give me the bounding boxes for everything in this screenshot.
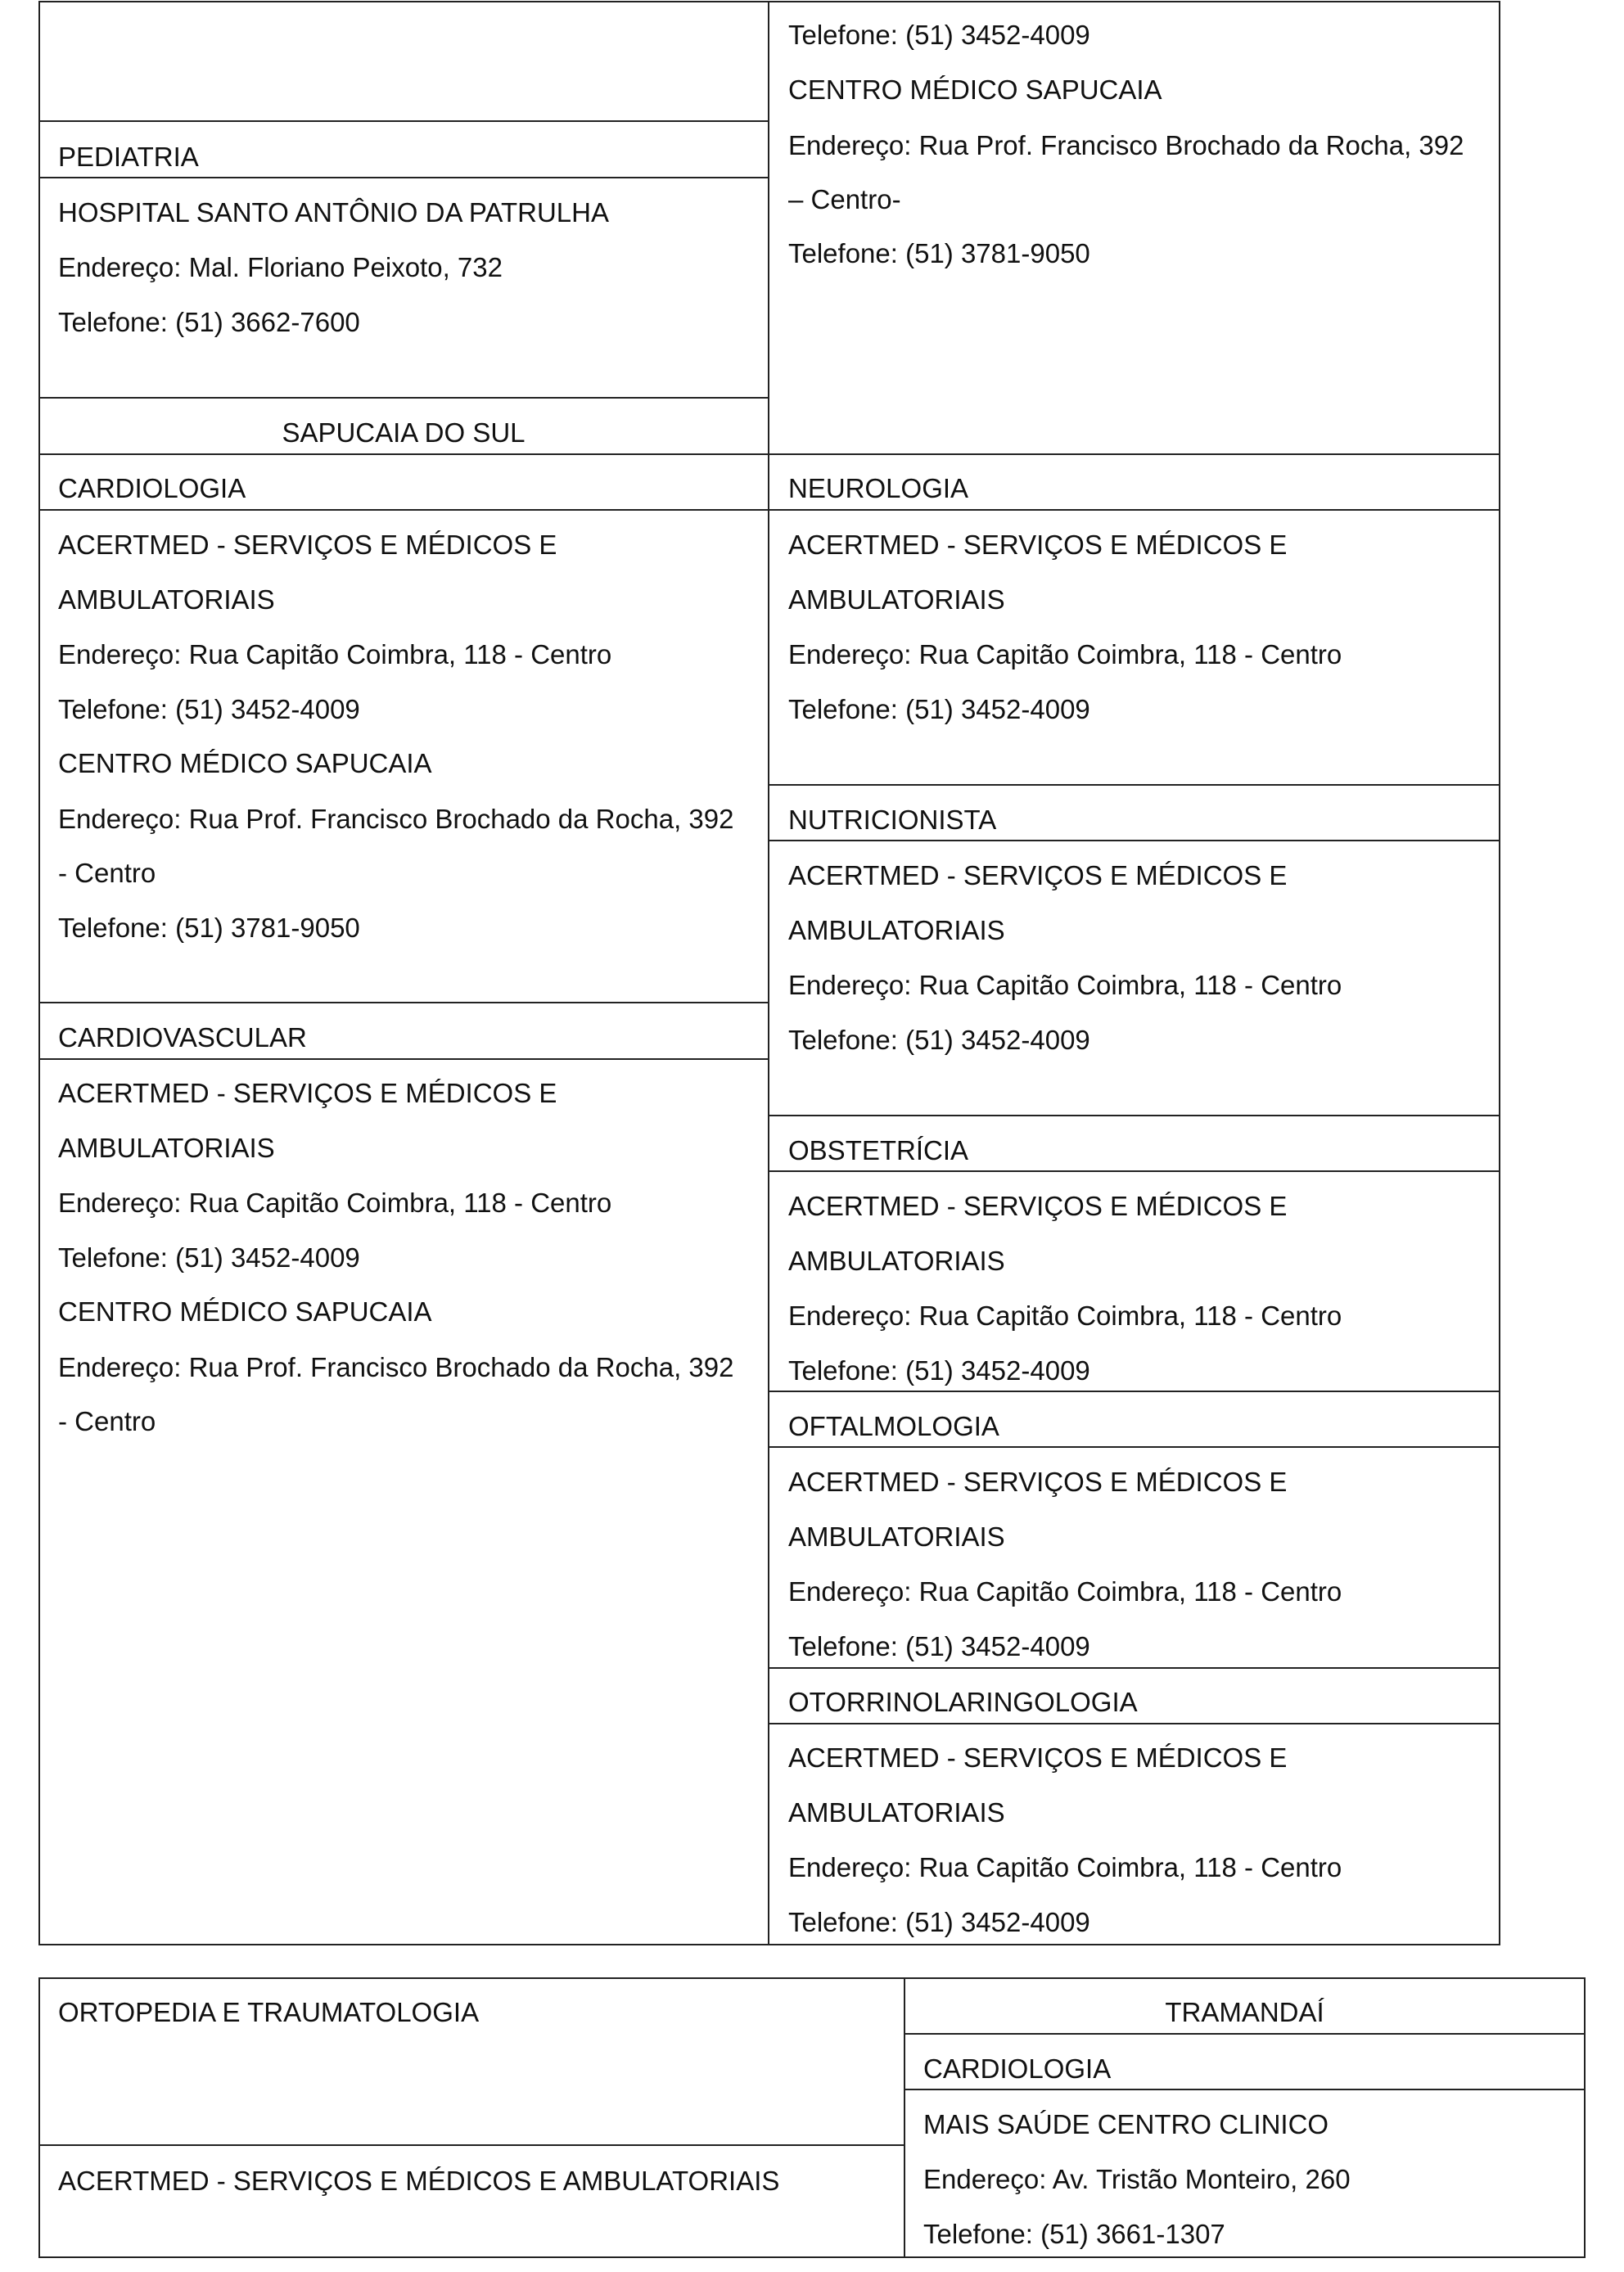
- cardiologia-address-b-2: - Centro: [58, 858, 156, 888]
- row-divider: [38, 120, 769, 122]
- otorrino-provider-name-2: AMBULATORIAIS: [788, 1797, 1005, 1828]
- row-divider: [38, 1058, 769, 1060]
- row-divider: [768, 1446, 1500, 1448]
- row-divider: [768, 1723, 1500, 1724]
- pediatria-address: Endereço: Mal. Floriano Peixoto, 732: [58, 252, 503, 282]
- row-divider: [768, 784, 1500, 786]
- right-top-phone: Telefone: (51) 3452-4009: [788, 20, 1090, 50]
- cardiologia-phone: Telefone: (51) 3452-4009: [58, 694, 360, 724]
- pediatria-phone: Telefone: (51) 3662-7600: [58, 307, 360, 337]
- neurologia-address: Endereço: Rua Capitão Coimbra, 118 - Centro: [788, 639, 1342, 669]
- right-top-phone-2: Telefone: (51) 3781-9050: [788, 238, 1090, 268]
- cardiologia-address-b-1: Endereço: Rua Prof. Francisco Brochado da Rocha, 392: [58, 804, 734, 834]
- nutricionista-address: Endereço: Rua Capitão Coimbra, 118 - Centro: [788, 970, 1342, 1000]
- oftalmologia-provider-name-1: ACERTMED - SERVIÇOS E MÉDICOS E: [788, 1467, 1288, 1497]
- otorrino-address: Endereço: Rua Capitão Coimbra, 118 - Centro: [788, 1852, 1342, 1882]
- row-divider: [904, 2033, 1586, 2035]
- row-divider: [38, 177, 769, 178]
- right-top-address-1: Endereço: Rua Prof. Francisco Brochado da Rocha, 392: [788, 130, 1464, 160]
- cardiovascular-address: Endereço: Rua Capitão Coimbra, 118 - Centro: [58, 1188, 612, 1218]
- neurologia-provider-name-2: AMBULATORIAIS: [788, 584, 1005, 615]
- row-divider: [768, 840, 1500, 841]
- cardiovascular-provider-name-2: AMBULATORIAIS: [58, 1133, 275, 1163]
- ortopedia-header: ORTOPEDIA E TRAUMATOLOGIA: [58, 1997, 480, 2027]
- row-divider: [768, 1115, 1500, 1116]
- nutricionista-header: NUTRICIONISTA: [788, 805, 997, 835]
- row-divider: [38, 1002, 769, 1003]
- cardiovascular-provider-name-1: ACERTMED - SERVIÇOS E MÉDICOS E: [58, 1078, 557, 1108]
- city-heading: TRAMANDAÍ: [1165, 1997, 1324, 2027]
- tramandai-address: Endereço: Av. Tristão Monteiro, 260: [923, 2164, 1351, 2194]
- pediatria-provider-name: HOSPITAL SANTO ANTÔNIO DA PATRULHA: [58, 197, 609, 228]
- otorrino-phone: Telefone: (51) 3452-4009: [788, 1907, 1090, 1937]
- nutricionista-provider-name-1: ACERTMED - SERVIÇOS E MÉDICOS E: [788, 860, 1288, 890]
- cardiologia-header: CARDIOLOGIA: [58, 473, 246, 503]
- otorrino-header: OTORRINOLARINGOLOGIA: [788, 1687, 1138, 1717]
- tramandai-phone: Telefone: (51) 3661-1307: [923, 2219, 1225, 2249]
- cardiovascular-provider-name-b: CENTRO MÉDICO SAPUCAIA: [58, 1296, 432, 1327]
- cardiologia-address: Endereço: Rua Capitão Coimbra, 118 - Centro: [58, 639, 612, 669]
- row-divider: [768, 1170, 1500, 1172]
- obstetricia-provider-name-1: ACERTMED - SERVIÇOS E MÉDICOS E: [788, 1191, 1288, 1221]
- city-heading: SAPUCAIA DO SUL: [282, 417, 526, 448]
- row-divider: [768, 1391, 1500, 1392]
- tramandai-cardiologia-header: CARDIOLOGIA: [923, 2053, 1112, 2084]
- oftalmologia-address: Endereço: Rua Capitão Coimbra, 118 - Centro: [788, 1576, 1342, 1607]
- cardiovascular-phone: Telefone: (51) 3452-4009: [58, 1242, 360, 1273]
- row-divider: [38, 509, 1500, 511]
- cardiologia-provider-name-1: ACERTMED - SERVIÇOS E MÉDICOS E: [58, 530, 557, 560]
- cardiologia-provider-name-2: AMBULATORIAIS: [58, 584, 275, 615]
- obstetricia-phone: Telefone: (51) 3452-4009: [788, 1355, 1090, 1386]
- cardiovascular-address-b-2: - Centro: [58, 1406, 156, 1436]
- oftalmologia-phone: Telefone: (51) 3452-4009: [788, 1631, 1090, 1661]
- right-top-address-2: – Centro-: [788, 184, 901, 214]
- table-column-divider: [768, 1, 769, 1945]
- otorrino-provider-name-1: ACERTMED - SERVIÇOS E MÉDICOS E: [788, 1742, 1288, 1773]
- oftalmologia-provider-name-2: AMBULATORIAIS: [788, 1521, 1005, 1552]
- neurologia-phone: Telefone: (51) 3452-4009: [788, 694, 1090, 724]
- neurologia-provider-name-1: ACERTMED - SERVIÇOS E MÉDICOS E: [788, 530, 1288, 560]
- row-divider: [38, 453, 1500, 455]
- nutricionista-phone: Telefone: (51) 3452-4009: [788, 1025, 1090, 1055]
- right-top-provider-name: CENTRO MÉDICO SAPUCAIA: [788, 74, 1162, 105]
- cardiologia-phone-b: Telefone: (51) 3781-9050: [58, 913, 360, 943]
- row-divider: [38, 397, 769, 399]
- ortopedia-provider-name: ACERTMED - SERVIÇOS E MÉDICOS E AMBULATORIAIS: [58, 2166, 780, 2196]
- obstetricia-header: OBSTETRÍCIA: [788, 1135, 969, 1165]
- tramandai-provider-name: MAIS SAÚDE CENTRO CLINICO: [923, 2109, 1329, 2139]
- pediatria-header: PEDIATRIA: [58, 142, 199, 172]
- obstetricia-provider-name-2: AMBULATORIAIS: [788, 1246, 1005, 1276]
- obstetricia-address: Endereço: Rua Capitão Coimbra, 118 - Centro: [788, 1301, 1342, 1331]
- row-divider: [904, 2089, 1586, 2090]
- row-divider: [768, 1667, 1500, 1669]
- row-divider: [38, 2144, 904, 2146]
- cardiovascular-header: CARDIOVASCULAR: [58, 1022, 307, 1053]
- nutricionista-provider-name-2: AMBULATORIAIS: [788, 915, 1005, 945]
- oftalmologia-header: OFTALMOLOGIA: [788, 1411, 999, 1441]
- neurologia-header: NEUROLOGIA: [788, 473, 969, 503]
- cardiovascular-address-b-1: Endereço: Rua Prof. Francisco Brochado da Rocha, 392: [58, 1352, 734, 1382]
- cardiologia-provider-name-b: CENTRO MÉDICO SAPUCAIA: [58, 748, 432, 778]
